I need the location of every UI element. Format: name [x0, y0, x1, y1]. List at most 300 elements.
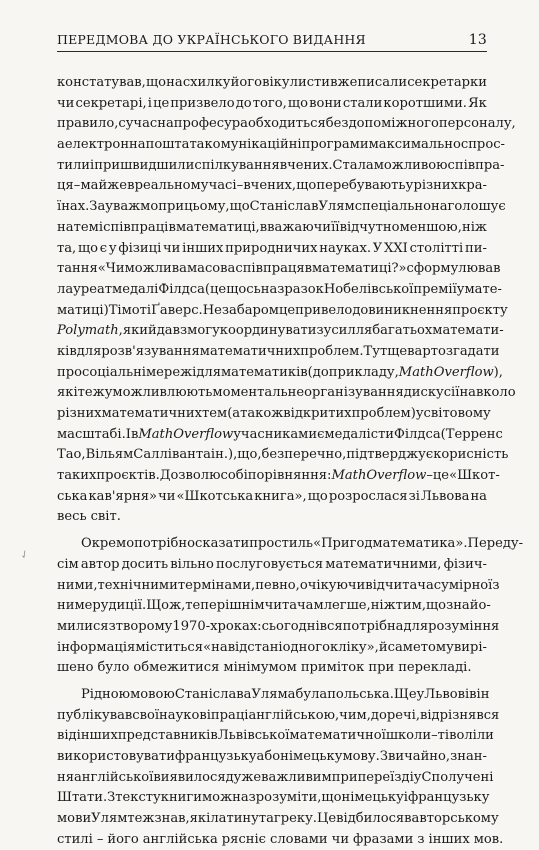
word: коротшими. [383, 95, 467, 111]
text-line [57, 617, 500, 638]
word: Що [146, 598, 170, 614]
text-line [57, 445, 509, 466]
word: в [404, 811, 412, 827]
word: математичних [199, 343, 301, 359]
word: виявилося [153, 769, 226, 785]
word: організування [304, 385, 404, 401]
word: кра- [458, 178, 487, 194]
text-line [57, 706, 500, 727]
word: зразок [277, 281, 324, 297]
word: прикладу, [328, 364, 399, 380]
word: польська. [327, 686, 394, 702]
word: а [57, 137, 65, 153]
word: дискусії [403, 385, 460, 401]
word: наголошує [430, 199, 506, 215]
word: «на [203, 639, 228, 655]
word: це [432, 468, 450, 484]
text-line [57, 259, 501, 280]
word: також [240, 406, 284, 421]
word: проєкту [452, 302, 508, 318]
word: Нобелівської [323, 281, 414, 297]
word: наукові [159, 707, 211, 723]
word: Тао, [57, 447, 86, 463]
word: чи [331, 831, 350, 847]
word: та, [57, 240, 77, 256]
text-line [57, 176, 487, 197]
word: англійською, [248, 707, 340, 723]
word: Сполучені [421, 769, 494, 785]
word: соціальні [82, 364, 146, 380]
word: і [147, 95, 152, 111]
word: є [99, 240, 108, 256]
word: фразами [353, 831, 414, 847]
word: (до [307, 364, 329, 380]
page-number: 13 [468, 32, 487, 48]
word: різних [413, 178, 459, 194]
word: зрозуміти, [248, 790, 322, 806]
word: комунікаційні [204, 137, 302, 153]
word: чим, [339, 707, 371, 723]
word: до [235, 95, 252, 111]
word: мов. [473, 831, 504, 847]
word: що [77, 240, 99, 256]
text-line [57, 301, 508, 322]
word: чи [158, 488, 176, 504]
text-line [57, 239, 487, 260]
paragraph [57, 73, 516, 528]
word: тому [420, 639, 454, 655]
word: премії [413, 281, 457, 297]
word: спілкування [194, 157, 280, 173]
word: пришвидшили [94, 157, 195, 173]
word: є [317, 426, 325, 442]
word: цьому, [184, 199, 230, 215]
word: корисність [433, 447, 509, 463]
word: того, [252, 95, 287, 111]
word: вчених. [279, 157, 333, 173]
word: мовою [130, 686, 175, 702]
word: він [469, 686, 490, 702]
word: варто [407, 343, 446, 359]
word: що [229, 199, 250, 215]
word: знав, [154, 811, 190, 827]
word: світовому [423, 406, 491, 421]
word: вважаючи [259, 219, 331, 235]
word: книги [160, 790, 202, 806]
word: реальному [134, 178, 209, 194]
word: з [417, 831, 425, 847]
word: потрібно [134, 536, 196, 552]
word: часі [208, 178, 237, 194]
word: теж [127, 811, 155, 827]
text-line [57, 768, 494, 789]
text-line [57, 726, 494, 747]
word: про [57, 364, 82, 380]
word: собі [220, 468, 248, 484]
word: Зауважмо [89, 199, 159, 215]
word: легше, [323, 598, 371, 614]
word: термінами, [177, 577, 256, 593]
word: Уляма [251, 686, 296, 702]
text-line [57, 507, 487, 528]
word: сумірної [433, 577, 493, 593]
word: розуміння [428, 618, 500, 634]
word: Штати. [57, 790, 108, 806]
word: математиків [220, 364, 308, 380]
text-line [57, 321, 504, 342]
word: роках: [217, 618, 262, 634]
word: ті [437, 728, 450, 744]
word: у [416, 686, 425, 702]
word: пи- [464, 240, 487, 256]
word: віку [262, 75, 290, 90]
word: воліли [449, 728, 494, 744]
text-line [57, 114, 516, 135]
word: або [256, 749, 281, 764]
word: про [249, 536, 275, 552]
word: що [145, 75, 167, 90]
word: читача [384, 577, 434, 593]
word: англійської [74, 769, 154, 785]
word: французьку [175, 749, 257, 764]
word: вільно [170, 556, 214, 572]
word: навколо [459, 385, 516, 401]
word: теперішнім [185, 598, 265, 614]
word: координувати [219, 323, 317, 339]
word: милися [57, 618, 109, 634]
word: масова [186, 261, 236, 277]
word: для [76, 343, 102, 359]
word: – [431, 728, 438, 744]
word: ще [387, 343, 408, 359]
word: ним [57, 598, 85, 614]
word: який [122, 323, 157, 339]
word: математичними, [325, 556, 442, 572]
word: у [413, 769, 422, 785]
word: моментальне [212, 385, 305, 401]
word: сказати [195, 536, 250, 552]
word: книга», [254, 488, 307, 504]
word: – [236, 178, 244, 194]
word: інформація [57, 639, 136, 655]
word: XXI [384, 240, 408, 256]
word: щось [226, 281, 261, 297]
word: секретарки [407, 75, 487, 90]
word: спрос- [460, 137, 505, 153]
word: до [352, 302, 369, 318]
word: у [415, 406, 424, 421]
word: від [57, 728, 77, 744]
word: Улям [318, 199, 355, 215]
text-line [57, 383, 516, 404]
word: при [158, 199, 185, 215]
text-line [57, 218, 487, 239]
word: 1970-х [172, 618, 218, 634]
word: автор [80, 556, 120, 572]
word: ними, [57, 577, 98, 593]
word: проблем. [300, 343, 364, 359]
text-line [57, 788, 490, 809]
word: Станіслав [249, 199, 319, 215]
text-line [57, 466, 500, 487]
word: відстані [227, 639, 283, 655]
text-line [57, 596, 491, 617]
text-line [57, 342, 500, 363]
word: мінімумом [223, 660, 297, 676]
word: MathOverflow [138, 426, 234, 442]
word: проблем) [351, 406, 416, 421]
word: пошта [145, 137, 190, 153]
word: сім [57, 556, 79, 572]
text-line [57, 197, 506, 218]
word: природничих [225, 240, 318, 256]
word: столітті [409, 240, 464, 256]
word: стиль [274, 536, 314, 552]
word: до [370, 707, 387, 723]
word: Львові [424, 686, 470, 702]
word: можлива [124, 261, 187, 277]
word: на [166, 75, 183, 90]
word: тексту [115, 790, 161, 806]
word: тим, [395, 598, 426, 614]
word: для [196, 364, 221, 380]
word: Філдса [158, 281, 205, 297]
word: при [368, 660, 395, 676]
word: Вільям [85, 447, 134, 463]
word: кав'ярня» [88, 488, 158, 504]
word: багатьох [372, 323, 433, 339]
word: та [195, 447, 211, 463]
word: ця [57, 178, 74, 194]
text-line [57, 638, 487, 659]
word: обходиться [247, 116, 326, 132]
word: листи [289, 75, 331, 90]
word: рясніє [221, 831, 267, 847]
word: вся [319, 618, 343, 634]
word: праці [210, 707, 249, 723]
word: теж [77, 385, 105, 401]
word: таких [57, 468, 97, 484]
word: в [304, 261, 312, 277]
word: дав [156, 323, 180, 339]
word: твором [115, 618, 165, 634]
word: стали [342, 95, 383, 111]
word: З [107, 790, 116, 806]
word: використовувати [57, 749, 175, 764]
word: можна [202, 790, 249, 806]
word: Ще [393, 686, 417, 702]
word: правило, [57, 116, 119, 132]
word: математичних [101, 406, 203, 421]
word: привело [295, 302, 353, 318]
word: та [258, 811, 274, 827]
word: Львівської [217, 728, 290, 744]
word: масштабі. [57, 426, 126, 442]
running-title: ПЕРЕДМОВА ДО УКРАЇНСЬКОГО ВИДАННЯ [57, 32, 366, 47]
word: тання [57, 261, 98, 277]
word: науках. [319, 240, 372, 256]
text-line [57, 487, 487, 508]
word: Звичайно, [379, 749, 451, 764]
word: ж, [169, 598, 186, 614]
word: у [108, 240, 117, 256]
word: Незабаром [202, 302, 279, 318]
word: відчутно [339, 219, 400, 235]
word: зусилля [316, 323, 373, 339]
word: спеціально [354, 199, 431, 215]
word: що [287, 95, 308, 111]
word: допоміжного [348, 116, 439, 132]
word: персоналу, [438, 116, 516, 132]
word: його [230, 75, 262, 90]
word: (а [227, 406, 241, 421]
word: і [403, 790, 408, 806]
word: в [127, 178, 135, 194]
word: математиці, [175, 219, 260, 235]
word: авторському [411, 811, 499, 827]
word: електронна [64, 137, 146, 153]
word: ніж [370, 598, 396, 614]
word: медалі [112, 281, 159, 297]
word: ніж [462, 219, 487, 235]
word: інших [428, 831, 470, 847]
text-line [57, 555, 487, 576]
word: вже [330, 75, 358, 90]
word: його [107, 831, 139, 847]
word: від [365, 577, 385, 593]
word: на [57, 219, 74, 235]
word: – [426, 468, 433, 484]
word: Переду- [467, 536, 524, 552]
word: Як [468, 95, 487, 111]
word: відрізнявся [420, 707, 500, 723]
word: що [307, 488, 328, 504]
word: Це [316, 811, 337, 827]
text-line [57, 156, 505, 177]
word: писали [357, 75, 408, 90]
word: «Чи [97, 261, 125, 277]
word: меншою, [399, 219, 462, 235]
text-line [57, 685, 490, 706]
text-line [57, 534, 524, 555]
text-line [57, 94, 487, 115]
word: обмежитися [133, 660, 220, 676]
word: (Терренс [440, 426, 503, 442]
word: MathOverflow [331, 468, 427, 484]
word: важливим [261, 769, 332, 785]
word: німецьку [341, 790, 404, 806]
word: Львова [420, 488, 470, 504]
word: Окремо [81, 536, 135, 552]
word: без [325, 116, 349, 132]
word: латину [210, 811, 259, 827]
word: математиці?» [311, 261, 407, 277]
word: досить [121, 556, 169, 572]
word: максимально [368, 137, 461, 153]
word: на [260, 281, 278, 297]
word: при [331, 769, 358, 785]
word: сформулював [406, 261, 501, 277]
word: можливою [373, 157, 448, 173]
word: очікуючи [299, 577, 366, 593]
word: І [125, 426, 131, 442]
word: мови [57, 811, 92, 827]
text-line [57, 658, 487, 679]
word: що [296, 178, 317, 194]
word: матиці) [57, 302, 109, 318]
word: виникнення [368, 302, 453, 318]
text-line [57, 425, 503, 446]
pencil-check-mark: ✓ [17, 546, 32, 563]
text-line [57, 830, 504, 850]
text-line [57, 747, 487, 768]
word: це [153, 95, 170, 111]
word: ня [57, 769, 74, 785]
word: ін.), [210, 447, 238, 463]
word: для [403, 618, 429, 634]
word: відбилося [336, 811, 405, 827]
word: У [372, 240, 383, 256]
word: інших [76, 728, 118, 744]
word: математика». [372, 536, 468, 552]
word: що [426, 598, 447, 614]
word: «Шкотська [176, 488, 254, 504]
word: її [331, 219, 340, 235]
word: Тут [363, 343, 388, 359]
word: Ґаверс. [151, 302, 203, 318]
word: ків [57, 343, 77, 359]
word: співпраця [235, 261, 305, 277]
word: що [321, 790, 342, 806]
word: Улям [91, 811, 128, 827]
word: Polymath, [57, 323, 123, 339]
word: і [90, 157, 95, 173]
word: перебувають [316, 178, 406, 194]
word: майже [80, 178, 127, 194]
word: ська [57, 488, 88, 504]
word: послуговується [216, 556, 324, 572]
word: підтверджує [346, 447, 434, 463]
word: програми [301, 137, 369, 153]
word: одного [282, 639, 330, 655]
word: на [470, 488, 487, 504]
word: вчених, [243, 178, 297, 194]
paragraph [57, 685, 504, 850]
word: «Пригод [313, 536, 373, 552]
word: які [57, 385, 78, 401]
running-header [57, 32, 487, 52]
text-line [57, 280, 502, 301]
word: Салліван [133, 447, 196, 463]
word: темі [73, 219, 104, 235]
word: уможливлюють [104, 385, 213, 401]
word: ерудиції. [84, 598, 147, 614]
word: тем [202, 406, 228, 421]
word: фізич- [443, 556, 487, 572]
word: зі [408, 488, 420, 504]
word: знан- [450, 749, 487, 764]
word: в [130, 426, 139, 442]
text-line [57, 576, 500, 597]
word: лауреат [57, 281, 113, 297]
word: була [295, 686, 328, 702]
text-line [57, 363, 503, 384]
word: міститься [135, 639, 204, 655]
word: читачам [264, 598, 324, 614]
word: англійська [142, 831, 218, 847]
word: співпра- [447, 157, 505, 173]
word: їнах. [57, 199, 90, 215]
